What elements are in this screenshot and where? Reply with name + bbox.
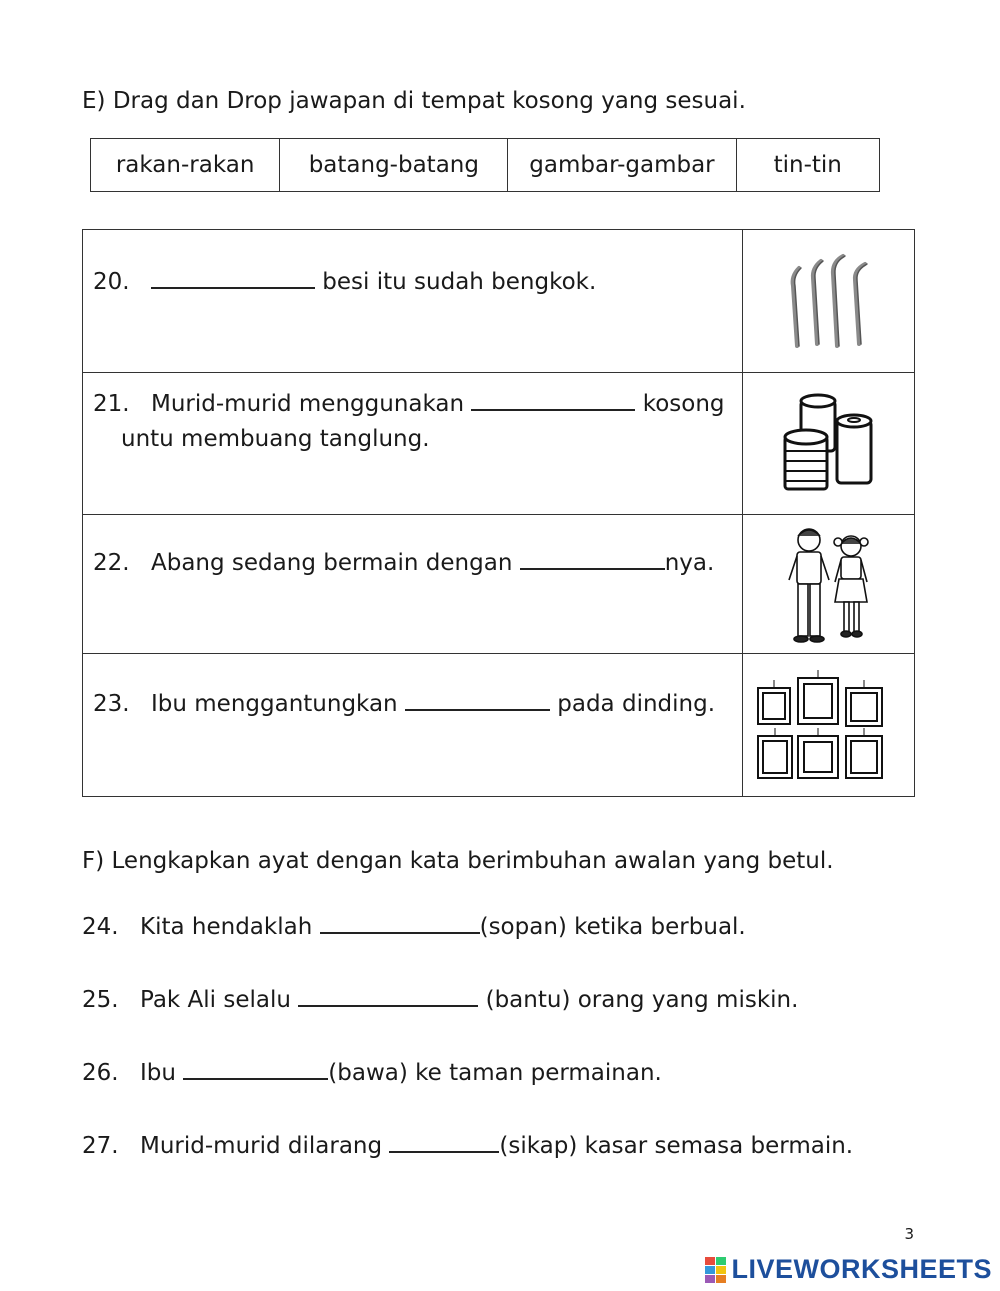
- drop-blank[interactable]: [405, 687, 550, 711]
- question-table: [82, 229, 915, 797]
- question-text: Abang sedang bermain dengan: [151, 550, 520, 576]
- word-option[interactable]: gambar-gambar: [508, 139, 736, 191]
- tin-cans-illustration: [743, 373, 914, 514]
- answer-blank[interactable]: [183, 1056, 328, 1080]
- question-row: [83, 230, 914, 373]
- liveworksheets-logo-icon: [705, 1257, 727, 1283]
- brand-name: LIVEWORKSHEETS: [731, 1254, 992, 1284]
- question-row: [83, 654, 914, 796]
- fill-question: [82, 983, 798, 1013]
- section-e-heading: E) Drag dan Drop jawapan di tempat kosong yang sesuai.: [82, 88, 746, 114]
- word-option[interactable]: batang-batang: [280, 139, 508, 191]
- question-text: pada dinding.: [549, 691, 716, 717]
- answer-blank[interactable]: [298, 983, 478, 1007]
- fill-question: [82, 1056, 662, 1086]
- question-number: 25.: [82, 987, 119, 1013]
- brand-logo[interactable]: [705, 1254, 992, 1285]
- question-text: Ibu menggantungkan: [151, 691, 405, 717]
- question-number: 21.: [93, 391, 130, 417]
- picture-frames-illustration: [743, 654, 914, 796]
- page-number: 3: [904, 1225, 914, 1243]
- word-option[interactable]: tin-tin: [773, 152, 842, 178]
- question-row: [83, 515, 914, 654]
- question-text: Kita hendaklah: [140, 914, 320, 940]
- question-number: 26.: [82, 1060, 119, 1086]
- question-text: (sopan) ketika berbual.: [479, 914, 746, 940]
- question-cell: [83, 230, 743, 372]
- question-cell: [83, 373, 743, 514]
- question-number: 20.: [93, 269, 130, 295]
- word-option[interactable]: rakan-rakan: [91, 139, 280, 191]
- question-number: 23.: [93, 691, 130, 717]
- question-text: nya.: [664, 550, 715, 576]
- metal-straws-illustration: [743, 230, 914, 372]
- question-text: besi itu sudah bengkok.: [315, 269, 597, 295]
- question-number: 22.: [93, 550, 130, 576]
- question-row: [83, 373, 914, 515]
- question-text: (sikap) kasar semasa bermain.: [499, 1133, 854, 1159]
- question-number: 27.: [82, 1133, 119, 1159]
- question-text-line2: untu membuang tanglung.: [121, 426, 430, 452]
- question-text: (bantu) orang yang miskin.: [478, 987, 799, 1013]
- question-text: Ibu: [140, 1060, 184, 1086]
- question-text: (bawa) ke taman permainan.: [328, 1060, 662, 1086]
- fill-question: [82, 1129, 853, 1159]
- question-number: 24.: [82, 914, 119, 940]
- question-cell: [83, 654, 743, 796]
- drop-blank[interactable]: [151, 265, 315, 289]
- fill-question: [82, 910, 746, 940]
- question-text: Murid-murid dilarang: [140, 1133, 390, 1159]
- drop-blank[interactable]: [471, 387, 635, 411]
- answer-blank[interactable]: [320, 910, 480, 934]
- answer-blank[interactable]: [389, 1129, 499, 1153]
- question-text: Murid-murid menggunakan: [151, 391, 472, 417]
- section-f-heading: F) Lengkapkan ayat dengan kata berimbuhan awalan yang betul.: [82, 848, 834, 874]
- question-cell: [83, 515, 743, 653]
- word-bank: [90, 138, 880, 192]
- question-text: Pak Ali selalu: [140, 987, 299, 1013]
- boy-and-girl-illustration: [743, 515, 914, 653]
- question-text: kosong: [635, 391, 725, 417]
- drop-blank[interactable]: [520, 546, 665, 570]
